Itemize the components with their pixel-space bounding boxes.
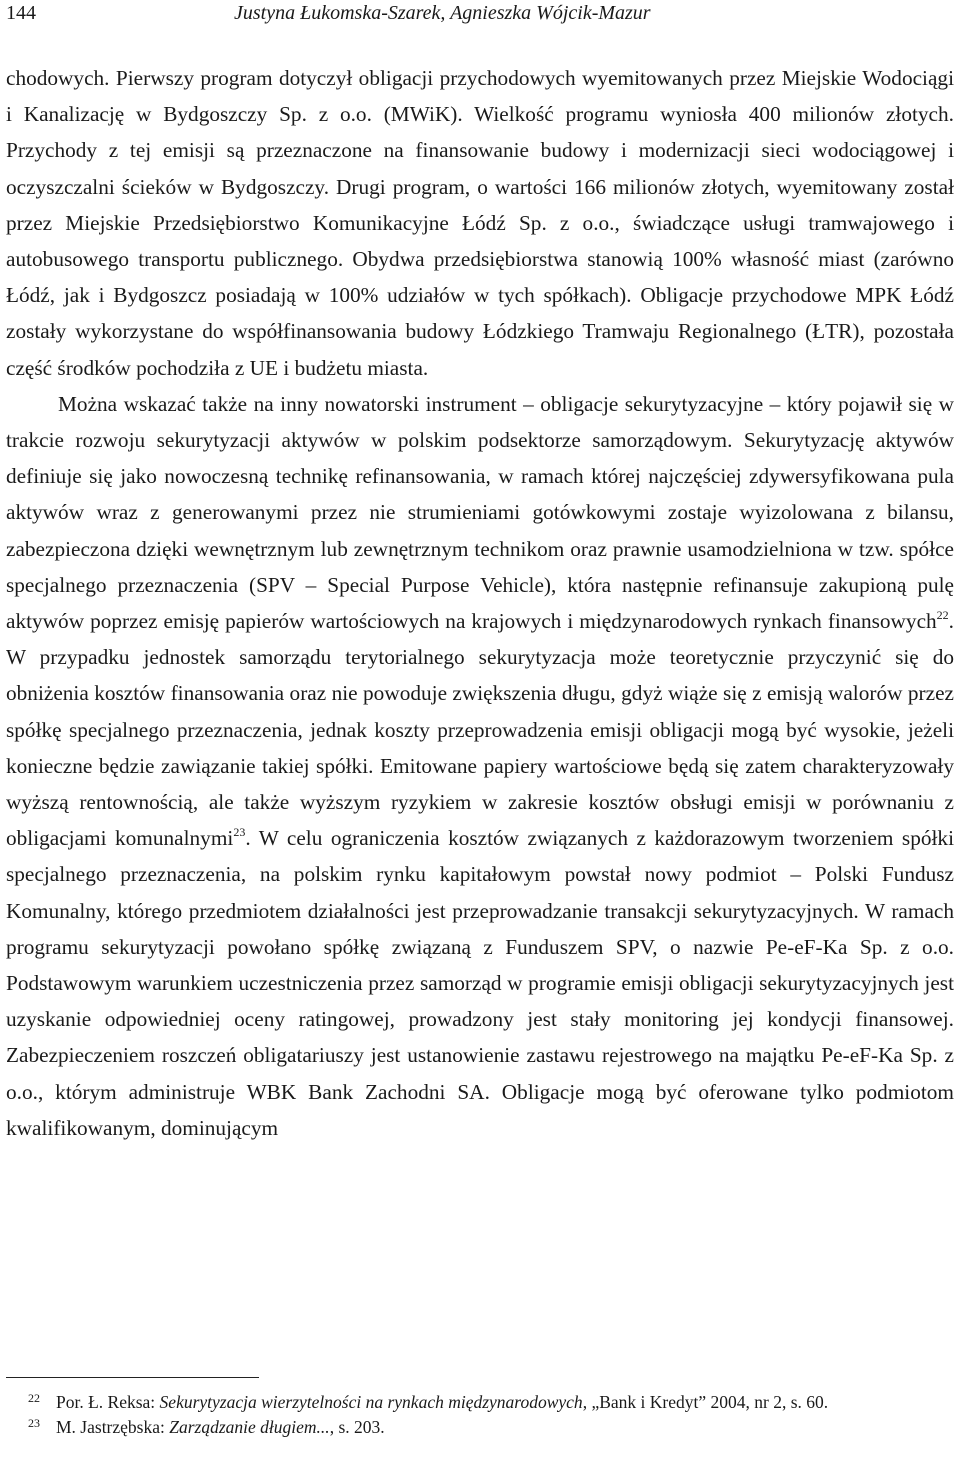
paragraph-2 — [6, 386, 954, 1146]
running-head-authors: Justyna Łukomska-Szarek, Agnieszka Wójcik-Mazur — [234, 2, 651, 24]
footnote-title: Zarządzanie długiem... — [169, 1416, 330, 1437]
footnote-ref-22: 22 — [936, 608, 949, 623]
footnote-text-post: , „Bank i Kredyt” 2004, nr 2, s. 60. — [582, 1392, 829, 1412]
paragraph-2-part-b: . W przypadku jednostek samorządu terytorialnego sekurytyzacja może teoretycznie przyczynić się do obniżenia kosztów finansowania oraz nie powoduje zwiększenia długu, gdyż wiąże się z emisją walorów przez spółkę specjalnego przeznaczenia, jednak koszty przeprowadzenia emisji obligacji mogą być wysokie, jeżeli konieczne będzie zawiązanie takiej spółki. Emitowane papiery wartościowe będą się zatem charakteryzowały wyższą rentownością, ale także wyższym ryzykiem w zakresie kosztów obsługi emisji w porównaniu z obligacjami komunalnymi — [6, 609, 954, 851]
main-text — [6, 60, 954, 1146]
page-header — [6, 2, 954, 32]
footnotes — [6, 1390, 954, 1439]
footnote-ref-23: 23 — [233, 825, 246, 840]
footnote-separator — [6, 1377, 259, 1378]
footnote-text-pre: M. Jastrzębska: — [56, 1416, 170, 1437]
footnote-title: Sekurytyzacja wierzytelności na rynkach międzynarodowych — [159, 1392, 583, 1412]
paragraph-2-part-a: Można wskazać także na inny nowatorski instrument – obligacje sekurytyzacyjne – który pojawił się w trakcie rozwoju sekurytyzacji aktywów w polskim podsektorze samorządowym. Sekurytyzację aktywów definiuje się jako nowoczesną technikę refinansowania, w ramach której najczęściej zdywersyfikowana pula aktywów wraz z generowanymi przez nie strumieniami gotówkowymi zostaje wyizolowana z bilansu, zabezpieczona dzięki wewnętrznym lub zewnętrznym technikom oraz prawnie usamodzielniona w tzw. spółce specjalnego przeznaczenia (SPV – Special Purpose Vehicle), która następnie refinansuje zakupioną pulę aktywów poprzez emisję papierów wartościowych na krajowych i międzynarodowych rynkach finansowych — [6, 391, 954, 634]
footnote-22: 22 Por. Ł. Reksa: Sekurytyzacja wierzytelności na rynkach międzynarodowych, „Bank i Kredyt” 2004, nr 2, s. 60. — [28, 1391, 829, 1412]
paragraph-1: chodowych. Pierwszy program dotyczył obligacji przychodowych wyemitowanych przez Miejskie Wodociągi i Kanalizację w Bydgoszczy Sp. z o.o. (MWiK). Wielkość programu wyniosła 400 milionów złotych. Przychody z tej emisji są przeznaczone na finansowanie budowy i modernizacji sieci wodociągowej i oczyszczalni ścieków w Bydgoszczy. Drugi program, o wartości 166 milionów złotych, wyemitowany został przez Miejskie Przedsiębiorstwo Komunikacyjne Łódź Sp. z o.o., świadczące usługi tramwajowego i autobusowego transportu publicznego. Obydwa przedsiębiorstwa stanowią 100% własność miast (zarówno Łódź, jak i Bydgoszcz posiadają w 100% udziałów w tych spółkach). Obligacje przychodowe MPK Łódź zostały wykorzystane do współfinansowania budowy Łódzkiego Tramwaju Regionalnego (ŁTR), pozostała część środków pochodziła z UE i budżetu miasta. — [6, 66, 954, 380]
footnote-23: 23 M. Jastrzębska: Zarządzanie długiem..., s. 203. — [28, 1415, 385, 1437]
footnote-text-pre: Por. Ł. Reksa: — [56, 1392, 160, 1412]
page-number: 144 — [6, 2, 36, 24]
paragraph-2-part-c: . W celu ograniczenia kosztów związanych z każdorazowym tworzeniem spółki specjalnego przeznaczenia, na polskim rynku kapitałowym powstał nowy podmiot – Polski Fundusz Komunalny, którego przedmiotem działalności jest przeprowadzanie transakcji sekurytyzacyjnych. W ramach programu sekurytyzacji powołano spółkę związaną z Funduszem SPV, o nazwie Pe-eF-Ka Sp. z o.o. Podstawowym warunkiem uczestniczenia przez samorząd w programie emisji obligacji sekurytyzacyjnych jest uzyskanie odpowiedniej oceny ratingowej, prowadzony jest stały monitoring jej kondycji finansowej. Zabezpieczeniem roszczeń obligatariuszy jest ustanowienie zastawu rejestrowego na majątku Pe-eF-Ka Sp. z o.o., którym administruje WBK Bank Zachodni SA. Obligacje mogą być oferowane tylko podmiotom kwalifikowanym, dominującym — [6, 826, 954, 1140]
footnote-text-post: , s. 203. — [329, 1416, 385, 1437]
